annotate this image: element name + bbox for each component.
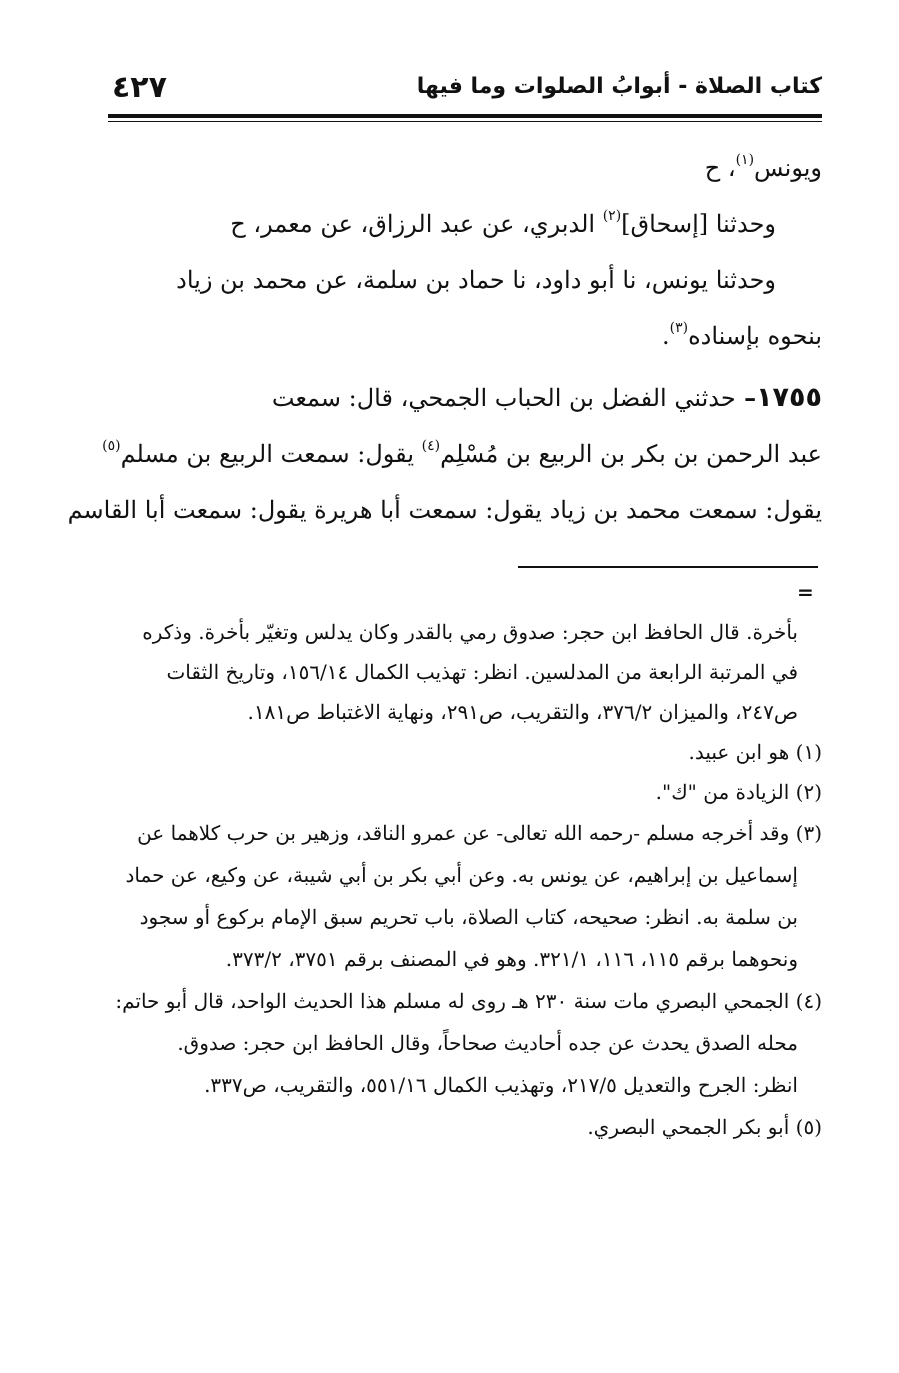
footnote-2: [112, 772, 822, 812]
footnote-line: (١) هو ابن عبيد.: [688, 740, 822, 764]
text-segment: وحدثنا [إسحاق]: [621, 210, 776, 238]
footnote-ref: (٥): [102, 438, 121, 454]
footnote-4: [112, 980, 822, 1106]
text-line: [112, 196, 822, 252]
footnote-line: (٣) وقد أخرجه مسلم -رحمه الله تعالى- عن عمرو الناقد، وزهير بن حرب كلاهما عن: [137, 821, 822, 845]
page-header: [112, 70, 822, 114]
footnote-line: (٤) الجمحي البصري مات سنة ٢٣٠ هـ روى له مسلم هذا الحديث الواحد، قال أبو حاتم:: [115, 989, 822, 1013]
running-title: كتاب الصلاة - أبوابُ الصلوات وما فيها: [416, 74, 822, 99]
text-segment: حدثني الفضل بن الحباب الجمحي، قال: سمعت: [271, 384, 736, 412]
header-rule-thick: [108, 114, 822, 118]
header-rule-thin: [108, 121, 822, 122]
footnote-line: انظر: الجرح والتعديل ٢١٧/٥، وتهذيب الكمال ٥٥١/١٦، والتقريب، ص٣٣٧.: [204, 1073, 798, 1097]
text-segment: .: [661, 322, 670, 350]
footnote-line: بن سلمة به. انظر: صحيحه، كتاب الصلاة، باب تحريم سبق الإمام بركوع أو سجود: [139, 905, 798, 929]
page-number: ٤٢٧: [112, 70, 167, 105]
footnote-separator: [518, 566, 818, 568]
continuation-mark: =: [797, 580, 814, 604]
footnote-ref: (١): [735, 152, 755, 168]
text-line: [112, 308, 822, 364]
footnote-line: في المرتبة الرابعة من المدلسين. انظر: تهذيب الكمال ١٥٦/١٤، وتاريخ الثقات: [166, 660, 798, 684]
footnote-carryover: [112, 612, 822, 732]
footnote-ref: (٤): [421, 438, 441, 454]
text-segment: عبد الرحمن بن بكر بن الربيع بن مُسْلِم: [440, 440, 822, 468]
footnote-ref: (٣): [669, 320, 689, 336]
footnote-line: ونحوهما برقم ١١٥، ١١٦، ٣٢١/١. وهو في المصنف برقم ٣٧٥١، ٣٧٣/٢.: [225, 947, 798, 971]
text-line: [112, 140, 822, 196]
text-segment: وحدثنا يونس، نا أبو داود، نا حماد بن سلمة، عن محمد بن زياد: [176, 266, 776, 294]
text-segment: يقول: سمعت الربيع بن مسلم: [120, 440, 422, 468]
footnote-line: ص٢٤٧، والميزان ٣٧٦/٢، والتقريب، ص٢٩١، ونهاية الاغتباط ص١٨١.: [247, 700, 798, 724]
text-line: [102, 426, 822, 482]
footnote-1: [112, 732, 822, 772]
footnote-3: [112, 812, 822, 980]
main-text: [67, 140, 822, 538]
text-segment: الدبري، عن عبد الرزاق، عن معمر، ح: [230, 210, 603, 238]
footnote-line: (٢) الزيادة من "ك".: [655, 780, 822, 804]
text-segment: –: [735, 383, 757, 412]
footnote-line: محله الصدق يحدث عن جده أحاديث صحاحاً، وقال الحافظ ابن حجر: صدوق.: [177, 1031, 798, 1055]
text-segment: ويونس: [754, 154, 822, 182]
footnote-ref: (٢): [602, 208, 622, 224]
footnote-line: إسماعيل بن إبراهيم، عن يونس به. وعن أبي بكر بن أبي شيبة، عن وكيع، عن حماد: [125, 863, 798, 887]
footnote-5: [112, 1106, 822, 1148]
hadith-number: ١٧٥٥: [756, 382, 822, 413]
footnote-line: بأخرة. قال الحافظ ابن حجر: صدوق رمي بالقدر وكان يدلس وتغيّر بأخرة. وذكره: [142, 620, 798, 644]
text-segment: يقول: سمعت محمد بن زياد يقول: سمعت أبا هريرة يقول: سمعت أبا القاسم: [67, 496, 822, 524]
text-line: [67, 482, 822, 538]
footnotes: [112, 612, 822, 1148]
text-line: [112, 252, 822, 308]
text-segment: ، ح: [704, 154, 736, 182]
hadith-heading-line: [112, 370, 822, 426]
footnote-line: (٥) أبو بكر الجمحي البصري.: [587, 1115, 822, 1139]
text-segment: بنحوه بإسناده: [688, 322, 822, 350]
